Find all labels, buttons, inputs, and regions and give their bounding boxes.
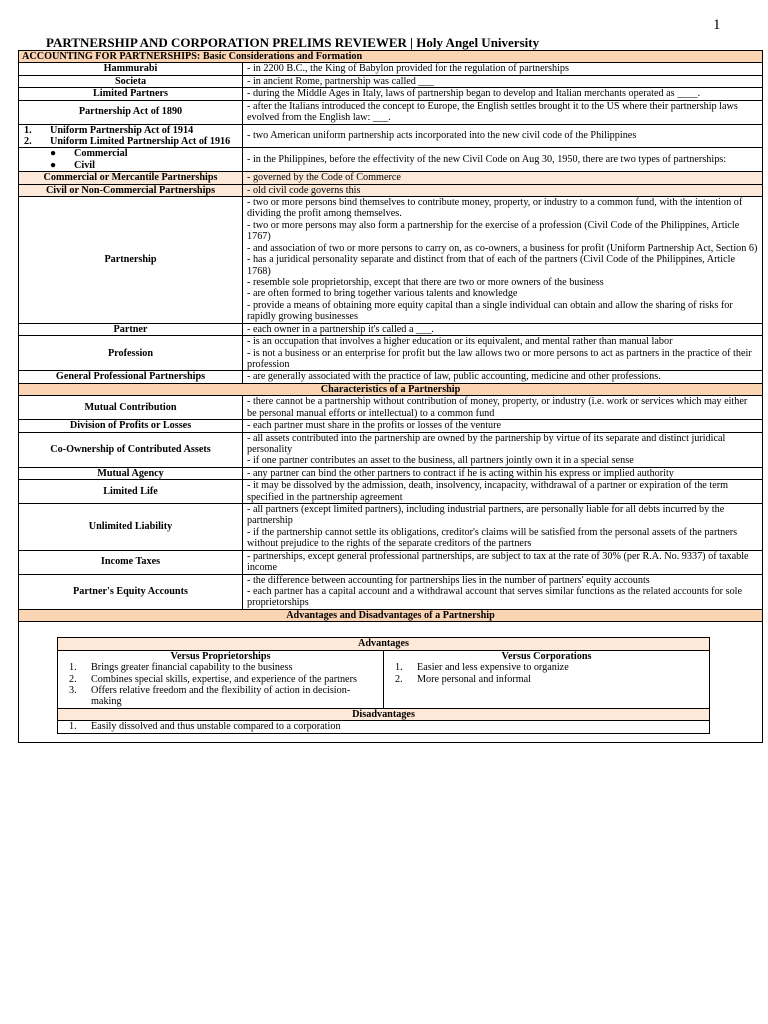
section-header-text: Advantages and Disadvantages of a Partnership — [19, 609, 763, 621]
description-line: - each partner must share in the profits or losses of the venture — [247, 420, 502, 432]
table-row-partnership-types — [19, 148, 763, 172]
description-line: - in ancient Rome, partnership was called ___ — [247, 75, 434, 87]
description-cell — [243, 550, 763, 574]
bullet-icon: ● — [50, 159, 57, 171]
description-line: - all partners (except limited partners), including industrial partners, are personally liable for all debts incurred by the partnership — [247, 504, 725, 527]
document-title: PARTNERSHIP AND CORPORATION PRELIMS REVIEWER | Holy Angel University — [46, 35, 540, 50]
table-row — [19, 88, 763, 100]
table-row — [19, 63, 763, 75]
table-row — [19, 467, 763, 479]
description-line: - each owner in a partnership it's called a ___. — [247, 323, 434, 335]
table-row — [19, 197, 763, 324]
table-row — [19, 432, 763, 467]
description-line: - if the partnership cannot settle its obligations, creditor's claims will be satisfied from the personal assets of the partners without prejudice to the rights of the separate creditors of the partners — [247, 526, 738, 550]
description-cell: - two American uniform partnership acts incorporated into the new civil code of the Philippines — [243, 124, 763, 148]
term-cell: Partner — [19, 323, 243, 335]
term-cell: Unlimited Liability — [19, 504, 243, 551]
description-line: - each partner has a capital account and a withdrawal account that serves similar functions as the related accounts for sole proprietorships — [247, 585, 743, 609]
versus-corporations-cell — [384, 650, 710, 708]
proprietorship-advantages-list — [61, 662, 380, 708]
rows-definitions — [19, 197, 763, 384]
description-cell — [243, 75, 763, 87]
term-cell: Partner's Equity Accounts — [19, 574, 243, 609]
disadvantages-list — [61, 721, 706, 732]
description-line: - two or more persons may also form a partnership for the exercise of a profession (Civil Code of the Philippines, Article 1767) — [247, 219, 740, 243]
description-cell — [243, 574, 763, 609]
description-cell — [243, 504, 763, 551]
term-cell: Civil or Non-Commercial Partnerships — [19, 184, 243, 196]
description-line: - partnerships, except general professional partnerships, are subject to tax at the rate of 30% (per R.A. No. 9337) of taxable income — [247, 550, 749, 574]
description-line: - after the Italians introduced the concept to Europe, the English settles brought it to the US where their partnership laws evolved from the English law: ___. — [247, 100, 738, 124]
versus-proprietorships-title: Versus Proprietorships — [170, 650, 271, 662]
advantages-container-row — [19, 622, 763, 742]
versus-proprietorships-cell — [58, 650, 384, 708]
description-cell — [243, 371, 763, 383]
term-cell: Partnership — [19, 197, 243, 324]
description-line: - all assets contributed into the partnership are owned by the partnership by virtue of its separate and distinct juridical personality — [247, 432, 726, 455]
list-item: 1. Brings greater financial capability to the business — [69, 662, 293, 674]
description-line: - two or more persons bind themselves to contribute money, property, or industry to a common fund, with the intention of dividing the profit among themselves. — [247, 197, 743, 220]
list-item: 3. Offers relative freedom and the flexibility of action in decision-making — [69, 684, 351, 708]
rows-characteristics — [19, 396, 763, 610]
versus-corporations-title: Versus Corporations — [501, 650, 592, 662]
description-line: - provide a means of obtaining more equity capital than a single individual can obtain and allow the sharing of risks for rapidly growing businesses — [247, 299, 733, 323]
description-line: - is not a business or an enterprise for profit but the law allows two or more persons to act as partners in the practice of their profession — [247, 347, 752, 370]
description-line: - are generally associated with the practice of law, public accounting, medicine and other professions. — [247, 371, 661, 383]
term-cell — [19, 148, 243, 172]
description-cell: - in the Philippines, before the effectivity of the new Civil Code on Aug 30, 1950, there are two types of partnerships: — [243, 148, 763, 172]
description-line: - are often formed to bring together various talents and knowledge — [247, 288, 518, 300]
term-cell: Mutual Contribution — [19, 396, 243, 420]
table-row — [19, 100, 763, 124]
description-line: - if one partner contributes an asset to the business, all partners jointly own it in a special sense — [247, 455, 634, 467]
term-cell: Commercial or Mercantile Partnerships — [19, 172, 243, 184]
bullet-icon: ● — [50, 148, 57, 160]
description-cell — [243, 63, 763, 75]
section-header-text: Characteristics of a Partnership — [19, 383, 763, 395]
description-cell — [243, 480, 763, 504]
list-item: ● Civil — [50, 159, 95, 171]
table-row — [19, 574, 763, 609]
description-cell — [243, 88, 763, 100]
advantages-table — [57, 637, 710, 733]
list-item: 2. Uniform Limited Partnership Act of 1916 — [24, 135, 231, 147]
reviewer-table — [18, 50, 763, 743]
description-cell — [243, 336, 763, 371]
term-cell: Limited Life — [19, 480, 243, 504]
list-item: 1. Easier and less expensive to organize — [395, 662, 569, 674]
term-cell: Societa — [19, 75, 243, 87]
table-row — [19, 480, 763, 504]
description-line: - any partner can bind the other partners to contract if he is acting within his express or implied authority — [247, 467, 674, 479]
rows-history — [19, 63, 763, 124]
page-number: 1 — [713, 17, 721, 33]
description-line: - and association of two or more persons to carry on, as co-owners, a business for profit (Uniform Partnership Act, Section 6) — [247, 242, 758, 254]
description-cell — [243, 323, 763, 335]
table-row — [19, 336, 763, 371]
table-row — [19, 371, 763, 383]
table-row — [19, 75, 763, 87]
description-line: - in 2200 B.C., the King of Babylon provided for the regulation of partnerships — [247, 63, 569, 75]
description-cell — [243, 100, 763, 124]
acts-list — [22, 125, 239, 148]
corporation-advantages-list — [387, 662, 706, 685]
table-row-civil — [19, 184, 763, 196]
term-cell: Partnership Act of 1890 — [19, 100, 243, 124]
table-row — [19, 420, 763, 432]
description-line: - has a juridical personality separate and distinct from that of each of the partners (Civil Code of the Philippines, Article 1768) — [247, 254, 736, 277]
description-cell — [243, 420, 763, 432]
description-line: - resemble sole proprietorship, except that there are two or more owners of the business — [247, 277, 604, 289]
description-line: - the difference between accounting for partnerships lies in the number of partners' equity accounts — [247, 574, 650, 586]
types-list — [22, 148, 239, 171]
section-header-characteristics — [19, 383, 763, 395]
description-line: - during the Middle Ages in Italy, laws of partnership began to develop and Italian merchants operated as ____. — [247, 88, 701, 100]
description-cell — [243, 432, 763, 467]
list-item: 1. Easily dissolved and thus unstable compared to a corporation — [69, 721, 341, 733]
disadvantages-cell — [58, 721, 710, 733]
list-item: 2. Combines special skills, expertise, and experience of the partners — [69, 673, 357, 685]
table-row-uniform-acts — [19, 124, 763, 148]
term-cell: Hammurabi — [19, 63, 243, 75]
disadvantages-header: Disadvantages — [58, 708, 710, 720]
advantages-container — [19, 622, 763, 742]
list-item: 2. More personal and informal — [395, 673, 532, 685]
description-line: - it may be dissolved by the admission, death, insolvency, incapacity, withdrawal of a partner or expiration of the term specified in the partnership agreement — [247, 480, 729, 503]
term-cell: Profession — [19, 336, 243, 371]
section-header-text: ACCOUNTING FOR PARTNERSHIPS: Basic Considerations and Formation — [19, 51, 763, 63]
term-cell: General Professional Partnerships — [19, 371, 243, 383]
table-row-commercial — [19, 172, 763, 184]
term-cell — [19, 124, 243, 148]
table-row — [19, 396, 763, 420]
description-line: - there cannot be a partnership without contribution of money, property, or industry (i.e. work or services which may either be personal manual efforts or intellectual) to a common fund — [247, 396, 748, 419]
list-item: ● Commercial — [50, 148, 128, 160]
term-cell: Limited Partners — [19, 88, 243, 100]
description-cell: - old civil code governs this — [243, 184, 763, 196]
term-cell: Division of Profits or Losses — [19, 420, 243, 432]
table-row — [19, 504, 763, 551]
description-cell: - governed by the Code of Commerce — [243, 172, 763, 184]
list-item: 1. Uniform Partnership Act of 1914 — [24, 124, 194, 136]
section-header-formation — [19, 51, 763, 63]
table-row — [19, 550, 763, 574]
description-cell — [243, 396, 763, 420]
description-cell — [243, 467, 763, 479]
section-header-advantages — [19, 609, 763, 621]
description-line: - is an occupation that involves a higher education or its equivalent, and mental rather than manual labor — [247, 336, 673, 348]
term-cell: Co-Ownership of Contributed Assets — [19, 432, 243, 467]
term-cell: Income Taxes — [19, 550, 243, 574]
advantages-header: Advantages — [58, 638, 710, 650]
description-cell — [243, 197, 763, 324]
term-cell: Mutual Agency — [19, 467, 243, 479]
table-row — [19, 323, 763, 335]
